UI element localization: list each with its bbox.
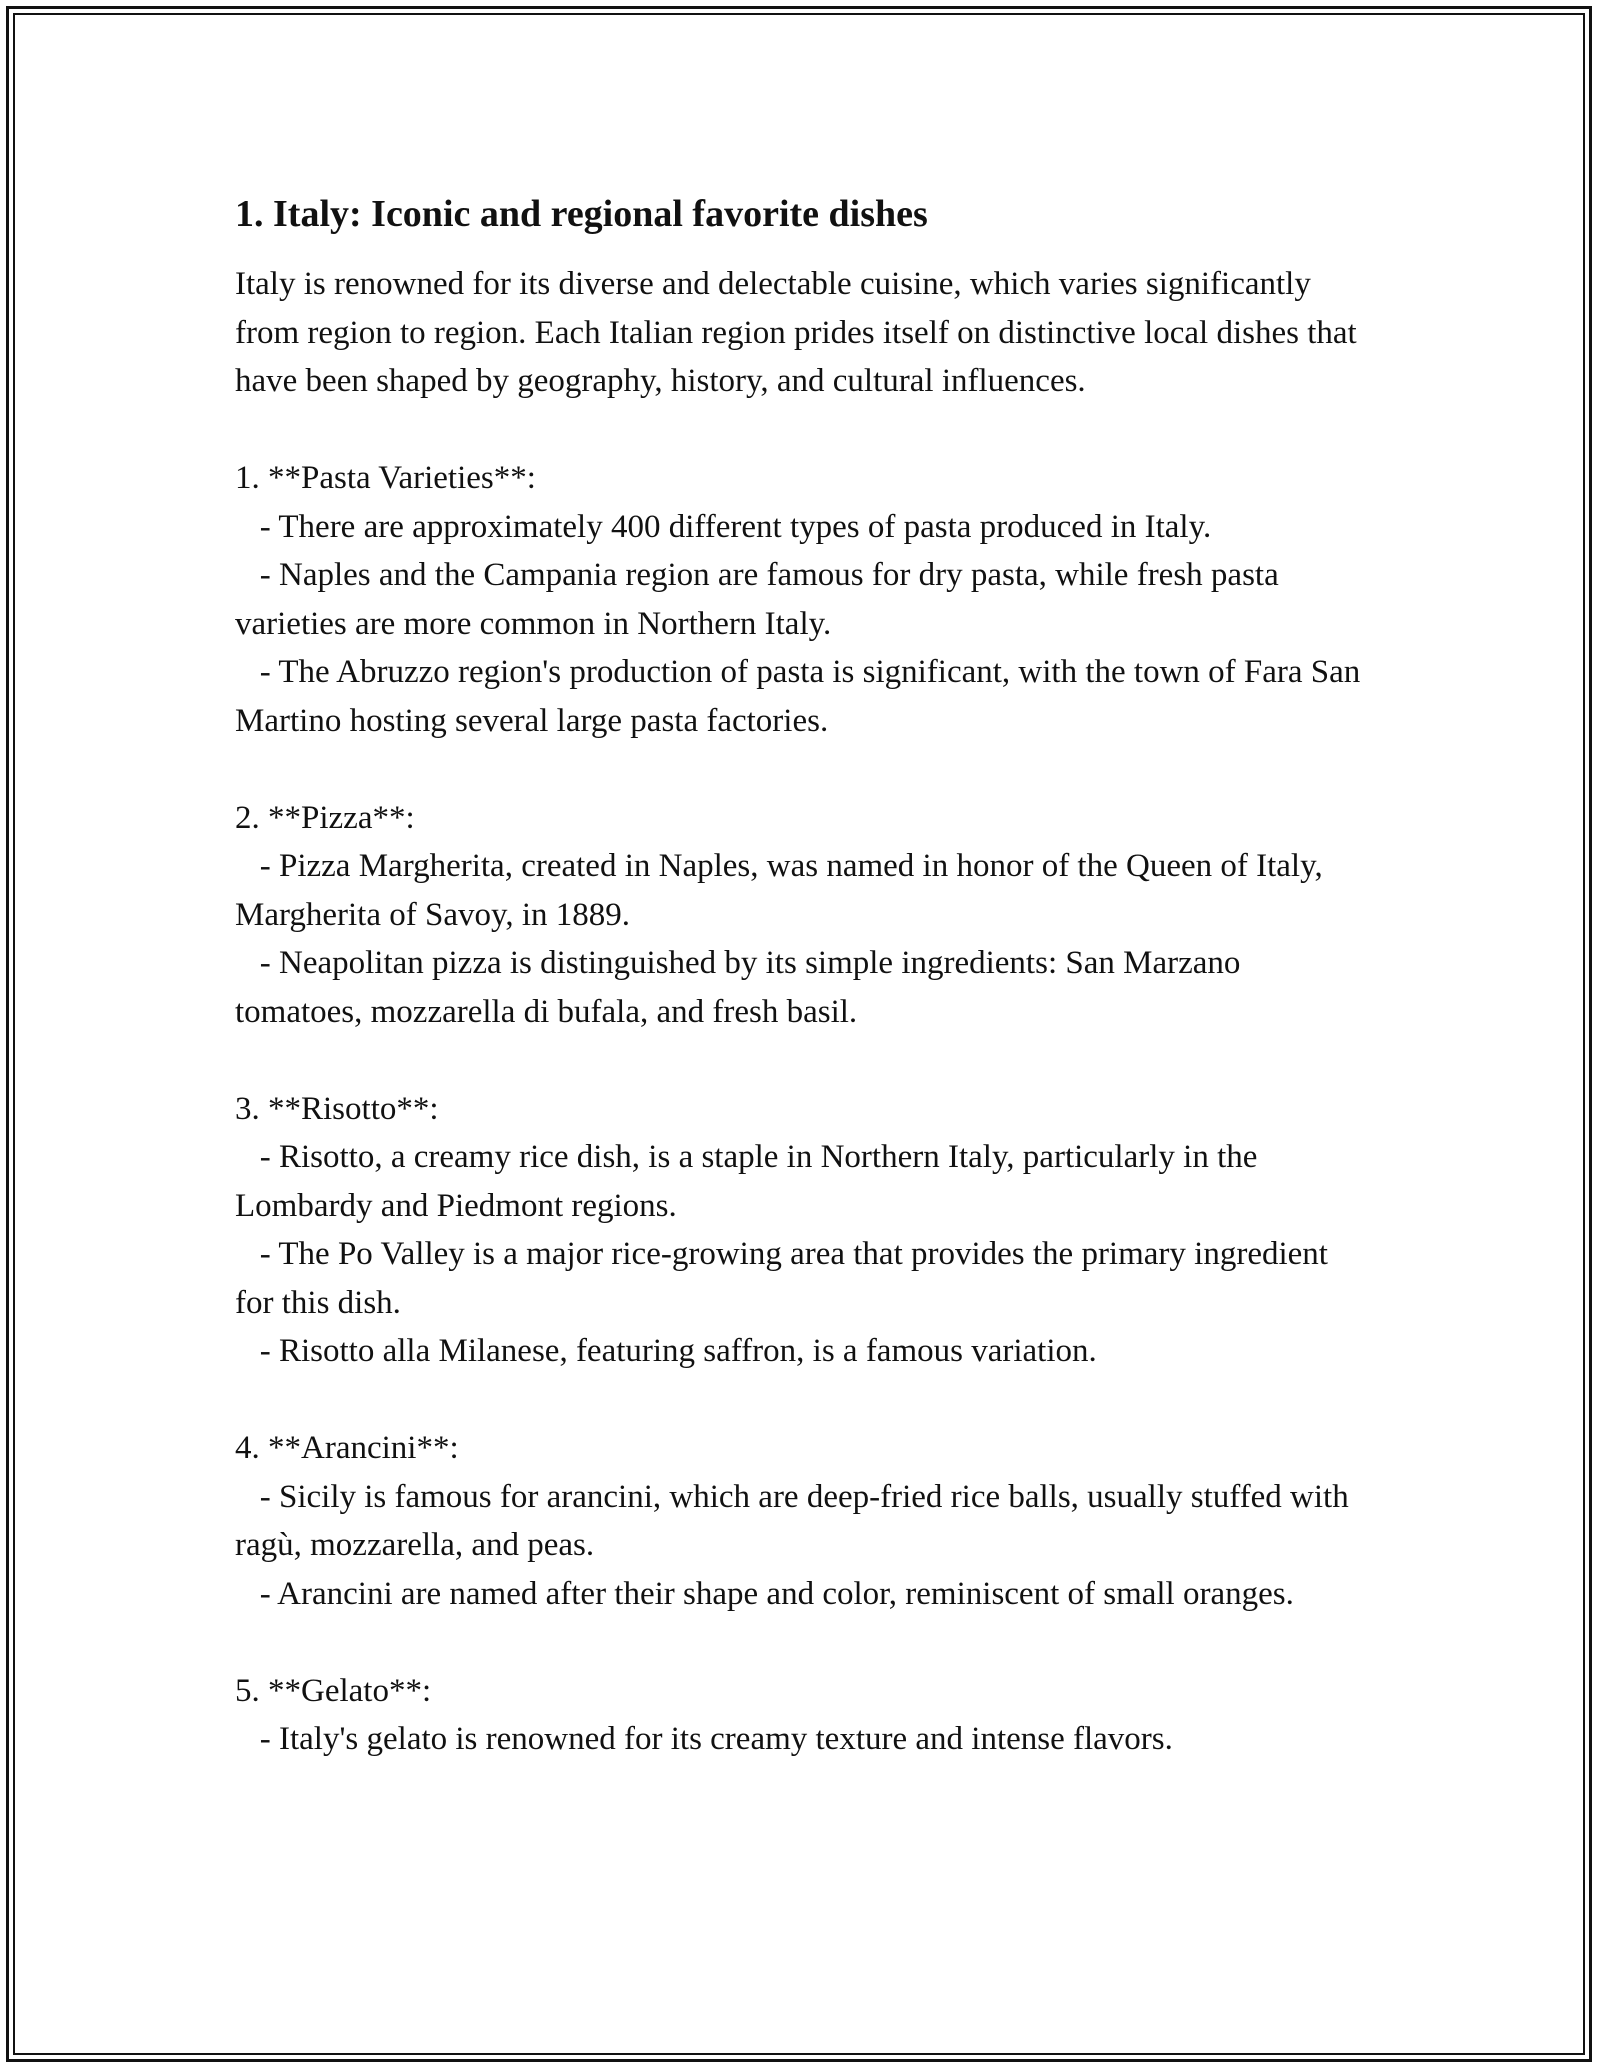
section-risotto: [235, 1085, 1365, 1376]
section-title: 1. **Pasta Varieties**:: [235, 460, 536, 496]
section-title: 3. **Risotto**:: [235, 1090, 439, 1127]
spacer: [235, 745, 1365, 794]
document-body: [235, 188, 1369, 1764]
list-item: - Pizza Margherita, created in Naples, was named in honor of the Queen of Italy, Margherita of Savoy, in 1889.: [235, 848, 1331, 933]
section-gelato: [235, 1667, 1365, 1764]
spacer: [235, 406, 1365, 455]
section-title: 2. **Pizza**:: [235, 799, 415, 836]
spacer: [235, 1376, 1365, 1425]
section-title: 4. **Arancini**:: [235, 1430, 459, 1466]
list-item: - The Abruzzo region's production of pasta is significant, with the town of Fara San Martino hosting several large pasta factories.: [235, 654, 1369, 739]
list-item: - Italy's gelato is renowned for its creamy texture and intense flavors.: [235, 1721, 1173, 1757]
list-item: - There are approximately 400 different types of pasta produced in Italy.: [235, 508, 1212, 545]
section-pizza: [235, 794, 1365, 1037]
list-item: - The Po Valley is a major rice-growing area that provides the primary ingredient for this dish.: [235, 1236, 1337, 1321]
list-item: - Neapolitan pizza is distinguished by its simple ingredients: San Marzano tomatoes, mozzarella di bufala, and fresh basil.: [235, 945, 1249, 1030]
page-title: 1. Italy: Iconic and regional favorite dishes: [235, 193, 928, 235]
section-arancini: [235, 1424, 1365, 1618]
list-item: - Arancini are named after their shape and color, reminiscent of small oranges.: [235, 1575, 1294, 1612]
section-pasta-varieties: [235, 454, 1369, 745]
spacer: [235, 1618, 1365, 1667]
list-item: - Risotto, a creamy rice dish, is a staple in Northern Italy, particularly in the Lombardy and Piedmont regions.: [235, 1139, 1266, 1224]
list-item: - Sicily is famous for arancini, which are deep-fried rice balls, usually stuffed with ragù, mozzarella, and peas.: [235, 1478, 1357, 1563]
list-item: - Naples and the Campania region are famous for dry pasta, while fresh pasta varieties are more common in Northern Italy.: [235, 557, 1287, 642]
intro-paragraph: Italy is renowned for its diverse and delectable cuisine, which varies significantly from region to region. Each Italian region prides itself on distinctive local dishes that have been shaped by geography, history, and cultural influences.: [235, 266, 1365, 399]
section-title: 5. **Gelato**:: [235, 1672, 432, 1709]
spacer: [235, 1036, 1365, 1085]
list-item: - Risotto alla Milanese, featuring saffron, is a famous variation.: [235, 1333, 1097, 1369]
